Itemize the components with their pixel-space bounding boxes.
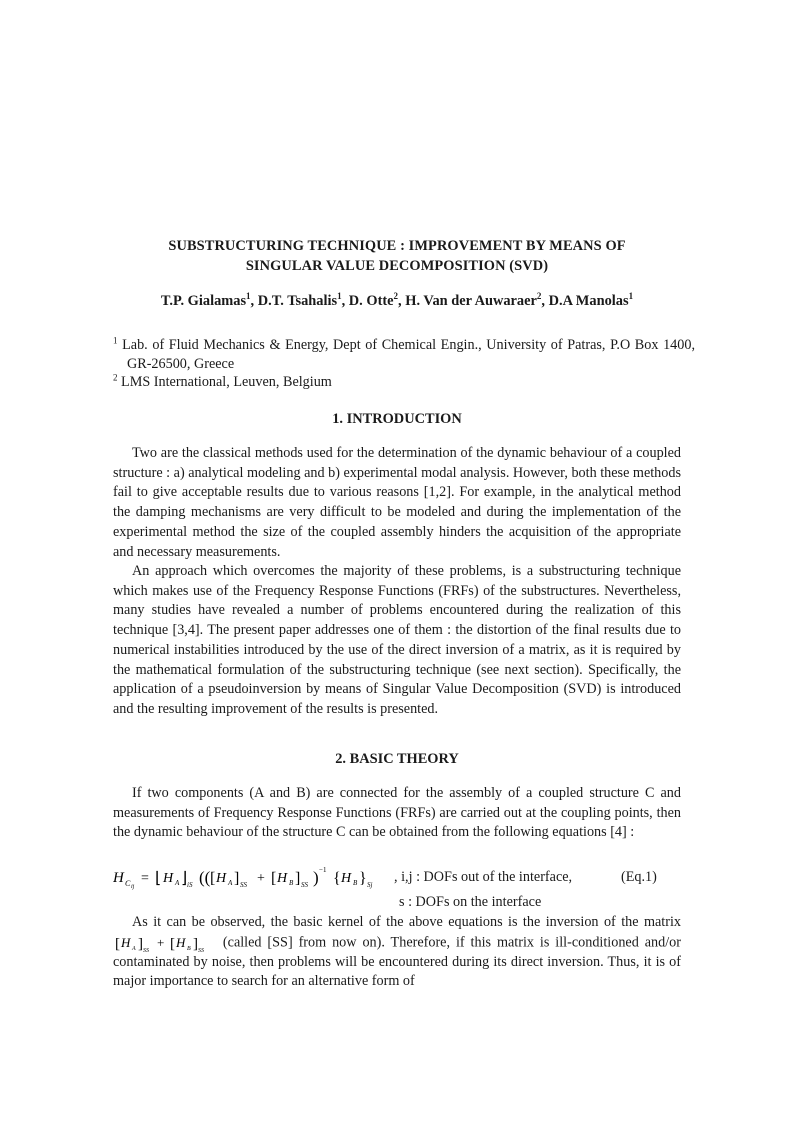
svg-text:B: B: [187, 945, 191, 952]
paragraph: An approach which overcomes the majority of these problems, is a substructuring technique which makes use of the Frequency Response Functions (FRFs) of the substructures. Nevertheless, many studies have revealed a number of problems encountered during the realization of this technique [3,4]. The present paper addresses one of them : the distortion of the final results due to numerical instabilities introduced by the use of the direct inversion of a matrix, as it is required by the mathematical formulation of the substructuring technique (see next section). Specifically, the application of a pseudoinversion by means of Singular Value Decomposition (SVD) is introduced and the resulting improvement of the results is presented.: [113, 563, 681, 717]
svg-text:B: B: [353, 879, 358, 887]
equation-formula: [113, 864, 393, 890]
svg-text:[: [: [210, 870, 216, 887]
svg-text:C: C: [125, 879, 131, 888]
svg-text:H: H: [121, 934, 131, 950]
affiliation-text: LMS International, Leuven, Belgium: [121, 374, 332, 390]
svg-text:SS: SS: [198, 947, 204, 953]
author-name: D.T. Tsahalis: [257, 293, 338, 309]
svg-text:): ): [313, 868, 319, 887]
equation-label: (Eq.1): [621, 869, 657, 885]
svg-text:[: [: [170, 935, 175, 952]
svg-text:A: A: [132, 945, 136, 952]
section-heading-introduction: 1. INTRODUCTION: [332, 411, 462, 427]
svg-text:H: H: [113, 870, 124, 886]
author-affiliation-mark: 1: [628, 291, 634, 302]
svg-text:iS: iS: [187, 881, 193, 889]
affiliation-mark: 2: [113, 372, 118, 383]
paragraph-text-part-2: (called [SS] from now on). Therefore, if this matrix is ill-conditioned and/or contaminated by noise, then problems will be encountered during its direct inversion. Thus, it is of major importance to search for an alternative form of: [113, 933, 681, 990]
svg-text:{: {: [333, 870, 341, 887]
title-line-2: SINGULAR VALUE DECOMPOSITION (SVD): [245, 258, 549, 274]
author-name: D. Otte: [348, 293, 394, 309]
paper-title: [113, 236, 681, 276]
svg-text:+: +: [257, 871, 265, 886]
svg-text:H: H: [341, 871, 352, 886]
paragraph: Two are the classical methods used for the determination of the dynamic behaviour of a coupled structure : a) analytical modeling and b) experimental modal analysis. However, both these methods fail to give acceptable results due to various reasons [1,2]. For example, in the analytical method the damping mechanisms are very difficult to be modeled and during the implementation of the experimental method the size of the coupled assembly hinders the acquisition of the appropriate and necessary measurements.: [113, 445, 681, 560]
svg-text:H: H: [163, 871, 174, 886]
author-list: T.P. Gialamas$^1$, D.T. Tsahalis$^1$, D. Otte$^2$, H. Van der Auwaraer$^2$, D.A Manolas$^1$: [160, 291, 634, 309]
inline-matrix-sum: [113, 933, 217, 953]
svg-text:⌋: ⌋: [181, 870, 188, 887]
svg-text:ij: ij: [131, 884, 135, 890]
svg-text:]: ]: [295, 870, 301, 887]
author-name: T.P. Gialamas: [160, 293, 247, 309]
svg-text:B: B: [289, 879, 294, 887]
affiliation-mark: 1: [113, 335, 118, 346]
svg-text:A: A: [228, 879, 233, 887]
svg-text:]: ]: [193, 935, 198, 952]
author-name: D.A Manolas: [548, 293, 629, 309]
paragraph-text-part-1: As it can be observed, the basic kernel of the above equations is the inversion of the matrix: [132, 914, 681, 930]
svg-text:]: ]: [234, 870, 240, 887]
equation-condition-interface: s : DOFs on the interface: [399, 894, 542, 910]
svg-text:⌊: ⌊: [155, 870, 162, 887]
svg-text:+: +: [157, 934, 165, 950]
svg-text:−1: −1: [319, 866, 327, 874]
affiliation-2: [113, 373, 681, 392]
paragraph: If two components (A and B) are connected for the assembly of a coupled structure C and measurements of Frequency Response Functions (FRFs) are carried out at the coupling points, then the dynamic behaviour of the structure C can be obtained from the following equations [4] :: [113, 785, 681, 841]
svg-text:((: ((: [199, 868, 211, 887]
svg-text:SS: SS: [301, 881, 308, 889]
title-line-1: SUBSTRUCTURING TECHNIQUE : IMPROVEMENT BY MEANS OF: [168, 238, 626, 254]
svg-text:Sj: Sj: [367, 881, 373, 889]
equation-condition-indices: , i,j : DOFs out of the interface,: [394, 869, 573, 885]
svg-text:H: H: [277, 871, 288, 886]
svg-text:]: ]: [138, 935, 143, 952]
author-affiliation-mark: 1: [246, 291, 251, 302]
author-affiliation-mark: 2: [393, 291, 399, 302]
svg-text:SS: SS: [143, 947, 149, 953]
svg-text:=: =: [141, 871, 149, 886]
svg-text:SS: SS: [240, 881, 247, 889]
equation-1: [113, 864, 681, 890]
svg-text:A: A: [175, 879, 180, 887]
author-affiliation-mark: 2: [536, 291, 542, 302]
paragraph: [113, 913, 681, 992]
author-name: H. Van der Auwaraer: [405, 293, 537, 309]
svg-text:}: }: [359, 870, 367, 887]
svg-text:[: [: [271, 870, 277, 887]
affiliation-text: Lab. of Fluid Mechanics & Energy, Dept of Chemical Engin., University of Patras, P.O Box 1400, GR-26500, Greece: [122, 337, 695, 372]
svg-text:H: H: [176, 934, 186, 950]
svg-text:[: [: [115, 935, 120, 952]
svg-text:H: H: [216, 871, 227, 886]
author-affiliation-mark: 1: [337, 291, 342, 302]
section-heading-basic-theory: 2. BASIC THEORY: [335, 751, 459, 767]
affiliation-1: [113, 336, 695, 373]
